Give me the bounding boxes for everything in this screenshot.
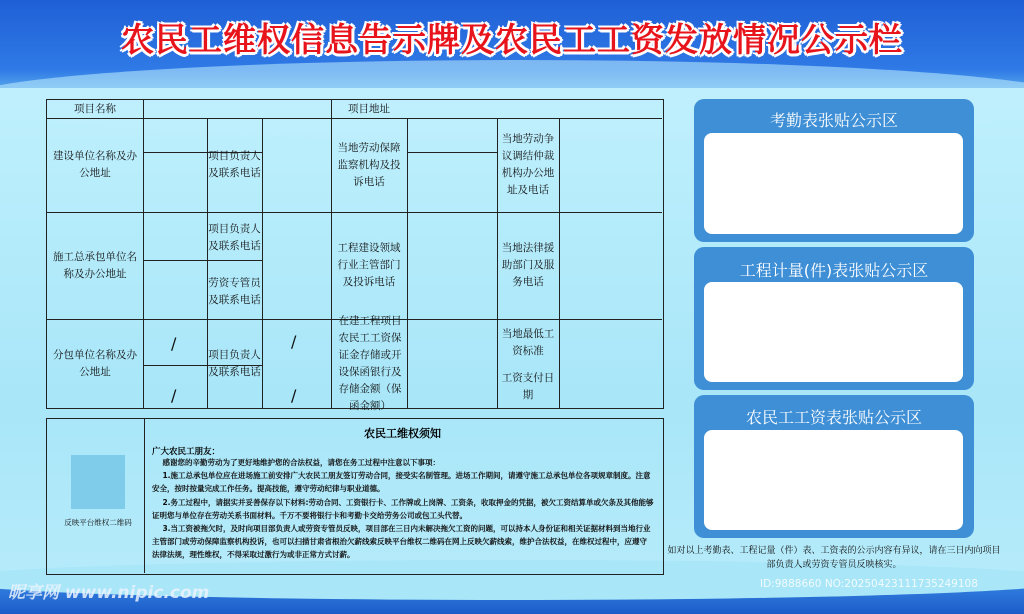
watermark-logo: 昵享网 www.nipic.com <box>8 583 210 603</box>
label-builder: 建设单位名称及办公地址 <box>53 150 137 179</box>
panel-title: 工程计量(件)表张贴公示区 <box>739 261 929 280</box>
label-project-name: 项目名称 <box>74 102 116 115</box>
slash-mark: / <box>291 332 297 351</box>
slash-mark: / <box>291 386 297 405</box>
label-minimum-wage: 当地最低工资标准 <box>501 328 555 357</box>
panel-title: 农民工工资表张贴公示区 <box>745 408 922 427</box>
posting-area <box>704 282 963 382</box>
worker-notice <box>46 418 664 575</box>
notice-title: 农民工维权须知 <box>364 427 441 440</box>
label-labor-inspection: 当地劳动保障监察机构及投诉电话 <box>337 141 401 188</box>
posting-area <box>704 430 963 530</box>
panel-title: 考勤表张贴公示区 <box>769 111 898 130</box>
label-builder-contact: 项目负责人及联系电话 <box>208 150 261 179</box>
qr-caption: 反映平台维权二维码 <box>64 518 132 527</box>
notice-body: 感谢您的辛勤劳动为了更好地维护您的合法权益，请您在务工过程中注意以下事项： 1.施工总承包单位应在进场施工前安排广大农民工朋友签订劳动合同，接受实名制管理。进场工作期间，请遵守施工总承包单位各项规章制度。注意安全，按时按量完成工作任务。提高技能，遵守劳动纪律与职业道德。 2.务工过程中，请据实并妥善保存以下材料:劳动合同、工资银行卡、工作牌或上岗牌、工资条，收取押金的凭据，被欠工资结算单或欠条及其他能够证明您与单位存在劳动关系书面材料。千万不要将银行卡和考勤卡交给劳务公司或包工头代替。 3.当工资被拖欠时，及时向项目部负责人或劳资专管员反映，项目部在三日内未解决拖欠工资的问题，可以持本人身份证和相关证据材料到当地行业主管部门或劳动保障监察机构投诉，也可以扫描甘肃省根治欠薪线索反映平台维权二维码在网上反映欠薪线索，维护合法权益，在维权过程中，应遵守法律法规，理性维权，不得采取过激行为或非正常方式讨薪。 <box>152 458 654 560</box>
qr-code-image <box>71 455 125 509</box>
wage-panel <box>694 395 974 538</box>
slash-mark: / <box>171 334 177 353</box>
label-wage-deposit: 在建工程项目农民工工资保证金存储或开设保函银行及存储金额（保函金额） <box>338 314 402 412</box>
board-title: 农民工维权信息告示牌及农民工工资发放情况公示栏 <box>121 20 903 59</box>
measurement-panel <box>694 247 974 390</box>
notice-greeting: 广大农民工朋友： <box>152 447 221 457</box>
watermark-id: ID:9888660 NO:20250423111735249108 <box>760 578 978 590</box>
attendance-panel <box>694 99 974 242</box>
info-table <box>46 99 664 412</box>
label-contractor-contact: 项目负责人及联系电话 <box>208 223 261 252</box>
label-arbitration: 当地劳动争议调结仲裁机构办公地址及电话 <box>501 133 555 196</box>
label-subcontractor-contact: 项目负责人及联系电话 <box>208 348 261 378</box>
label-legal-aid: 当地法律援助部门及服务电话 <box>501 242 555 288</box>
label-contractor: 施工总承包单位名称及办公地址 <box>53 250 137 280</box>
slash-mark: / <box>171 386 177 405</box>
label-project-address: 项目地址 <box>348 102 390 115</box>
label-subcontractor: 分包单位名称及办公地址 <box>53 348 137 378</box>
posting-area <box>704 133 963 234</box>
objection-note: 如对以上考勤表、工程记量（件）表、工资表的公示内容有异议，请在三日内向项目部负责人或劳资专管员反映核实。 <box>667 546 1001 570</box>
label-labor-manager: 劳资专管员及联系电话 <box>208 276 261 306</box>
label-pay-date: 工资支付日期 <box>501 371 555 401</box>
label-industry-authority: 工程建设领域行业主管部门及投诉电话 <box>337 242 401 288</box>
